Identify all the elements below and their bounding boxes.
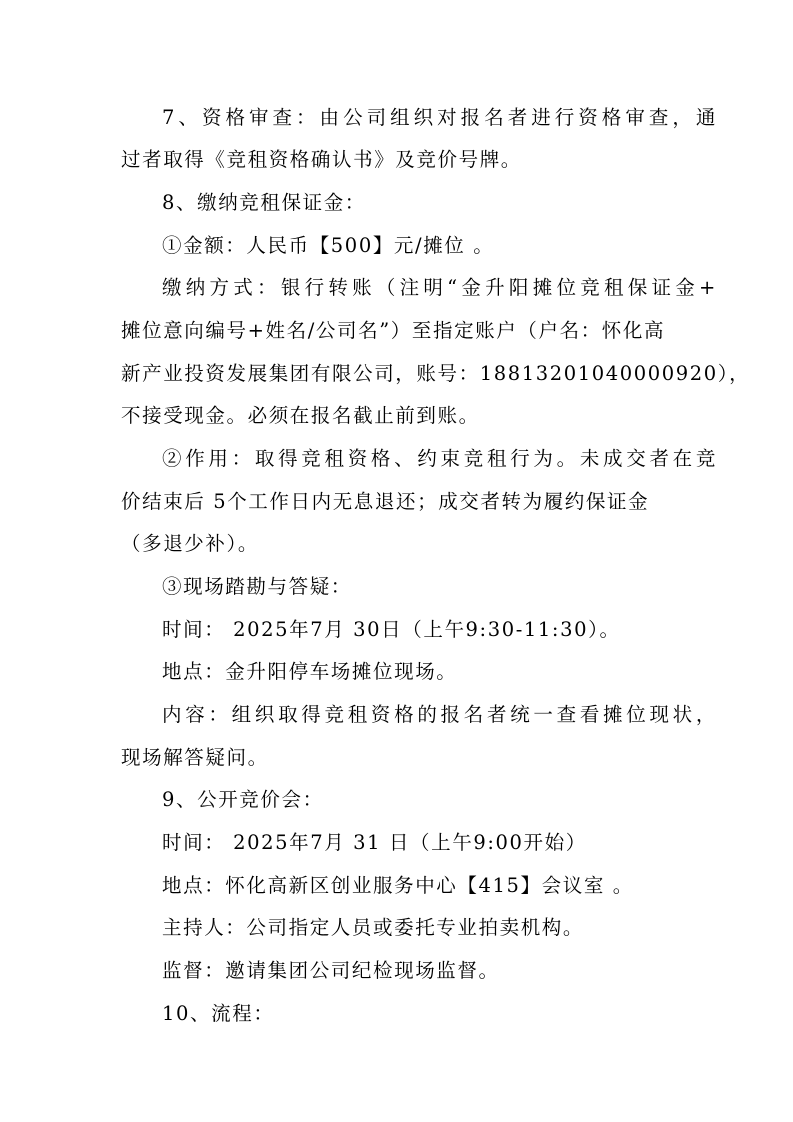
deposit-amount: ①金额：人民币【500】元/摊位 。 [162,234,495,257]
clause-7-line-1: 7、资格审查：由公司组织对报名者进行资格审查，通 [162,106,717,129]
clause-9-heading: 9、公开竞价会： [162,788,324,811]
clause-7-line-2: 过者取得《竞租资格确认书》及竞价号牌。 [121,148,522,171]
site-visit-time: 时间： 2025年7月 30日（上午9:30-11:30）。 [162,618,621,641]
site-visit-content-line-2: 现场解答疑问。 [121,746,269,769]
site-visit-heading: ③现场踏勘与答疑： [162,575,352,598]
clause-8-heading: 8、缴纳竞租保证金： [162,191,366,214]
deposit-purpose-line-2: 价结束后 5个工作日内无息退还；成交者转为履约保证金 [121,490,650,513]
payment-method-line-1: 缴纳方式：银行转账（注明“金升阳摊位竞租保证金+ [162,276,717,299]
deposit-purpose-line-1: ②作用：取得竞租资格、约束竞租行为。未成交者在竞 [162,447,717,470]
site-visit-location: 地点：金升阳停车场摊位现场。 [162,660,458,683]
payment-method-line-4: 不接受现金。必须在报名截止前到账。 [121,404,480,427]
auction-supervision: 监督：邀请集团公司纪检现场监督。 [162,959,500,982]
auction-location: 地点：怀化高新区创业服务中心【415】会议室 。 [162,874,634,897]
payment-method-line-3: 新产业投资发展集团有限公司，账号：18813201040000920）， [121,362,751,385]
deposit-purpose-line-3: （多退少补）。 [121,532,259,555]
site-visit-content-line-1: 内容：组织取得竞租资格的报名者统一查看摊位现状， [162,703,717,726]
auction-time: 时间： 2025年7月 31 日（上午9:00开始） [162,831,587,854]
payment-method-line-2: 摊位意向编号+姓名/公司名”）至指定账户（户名：怀化高 [121,319,666,342]
auction-host: 主持人：公司指定人员或委托专业拍卖机构。 [162,916,585,939]
clause-10-heading: 10、流程： [162,1002,275,1025]
